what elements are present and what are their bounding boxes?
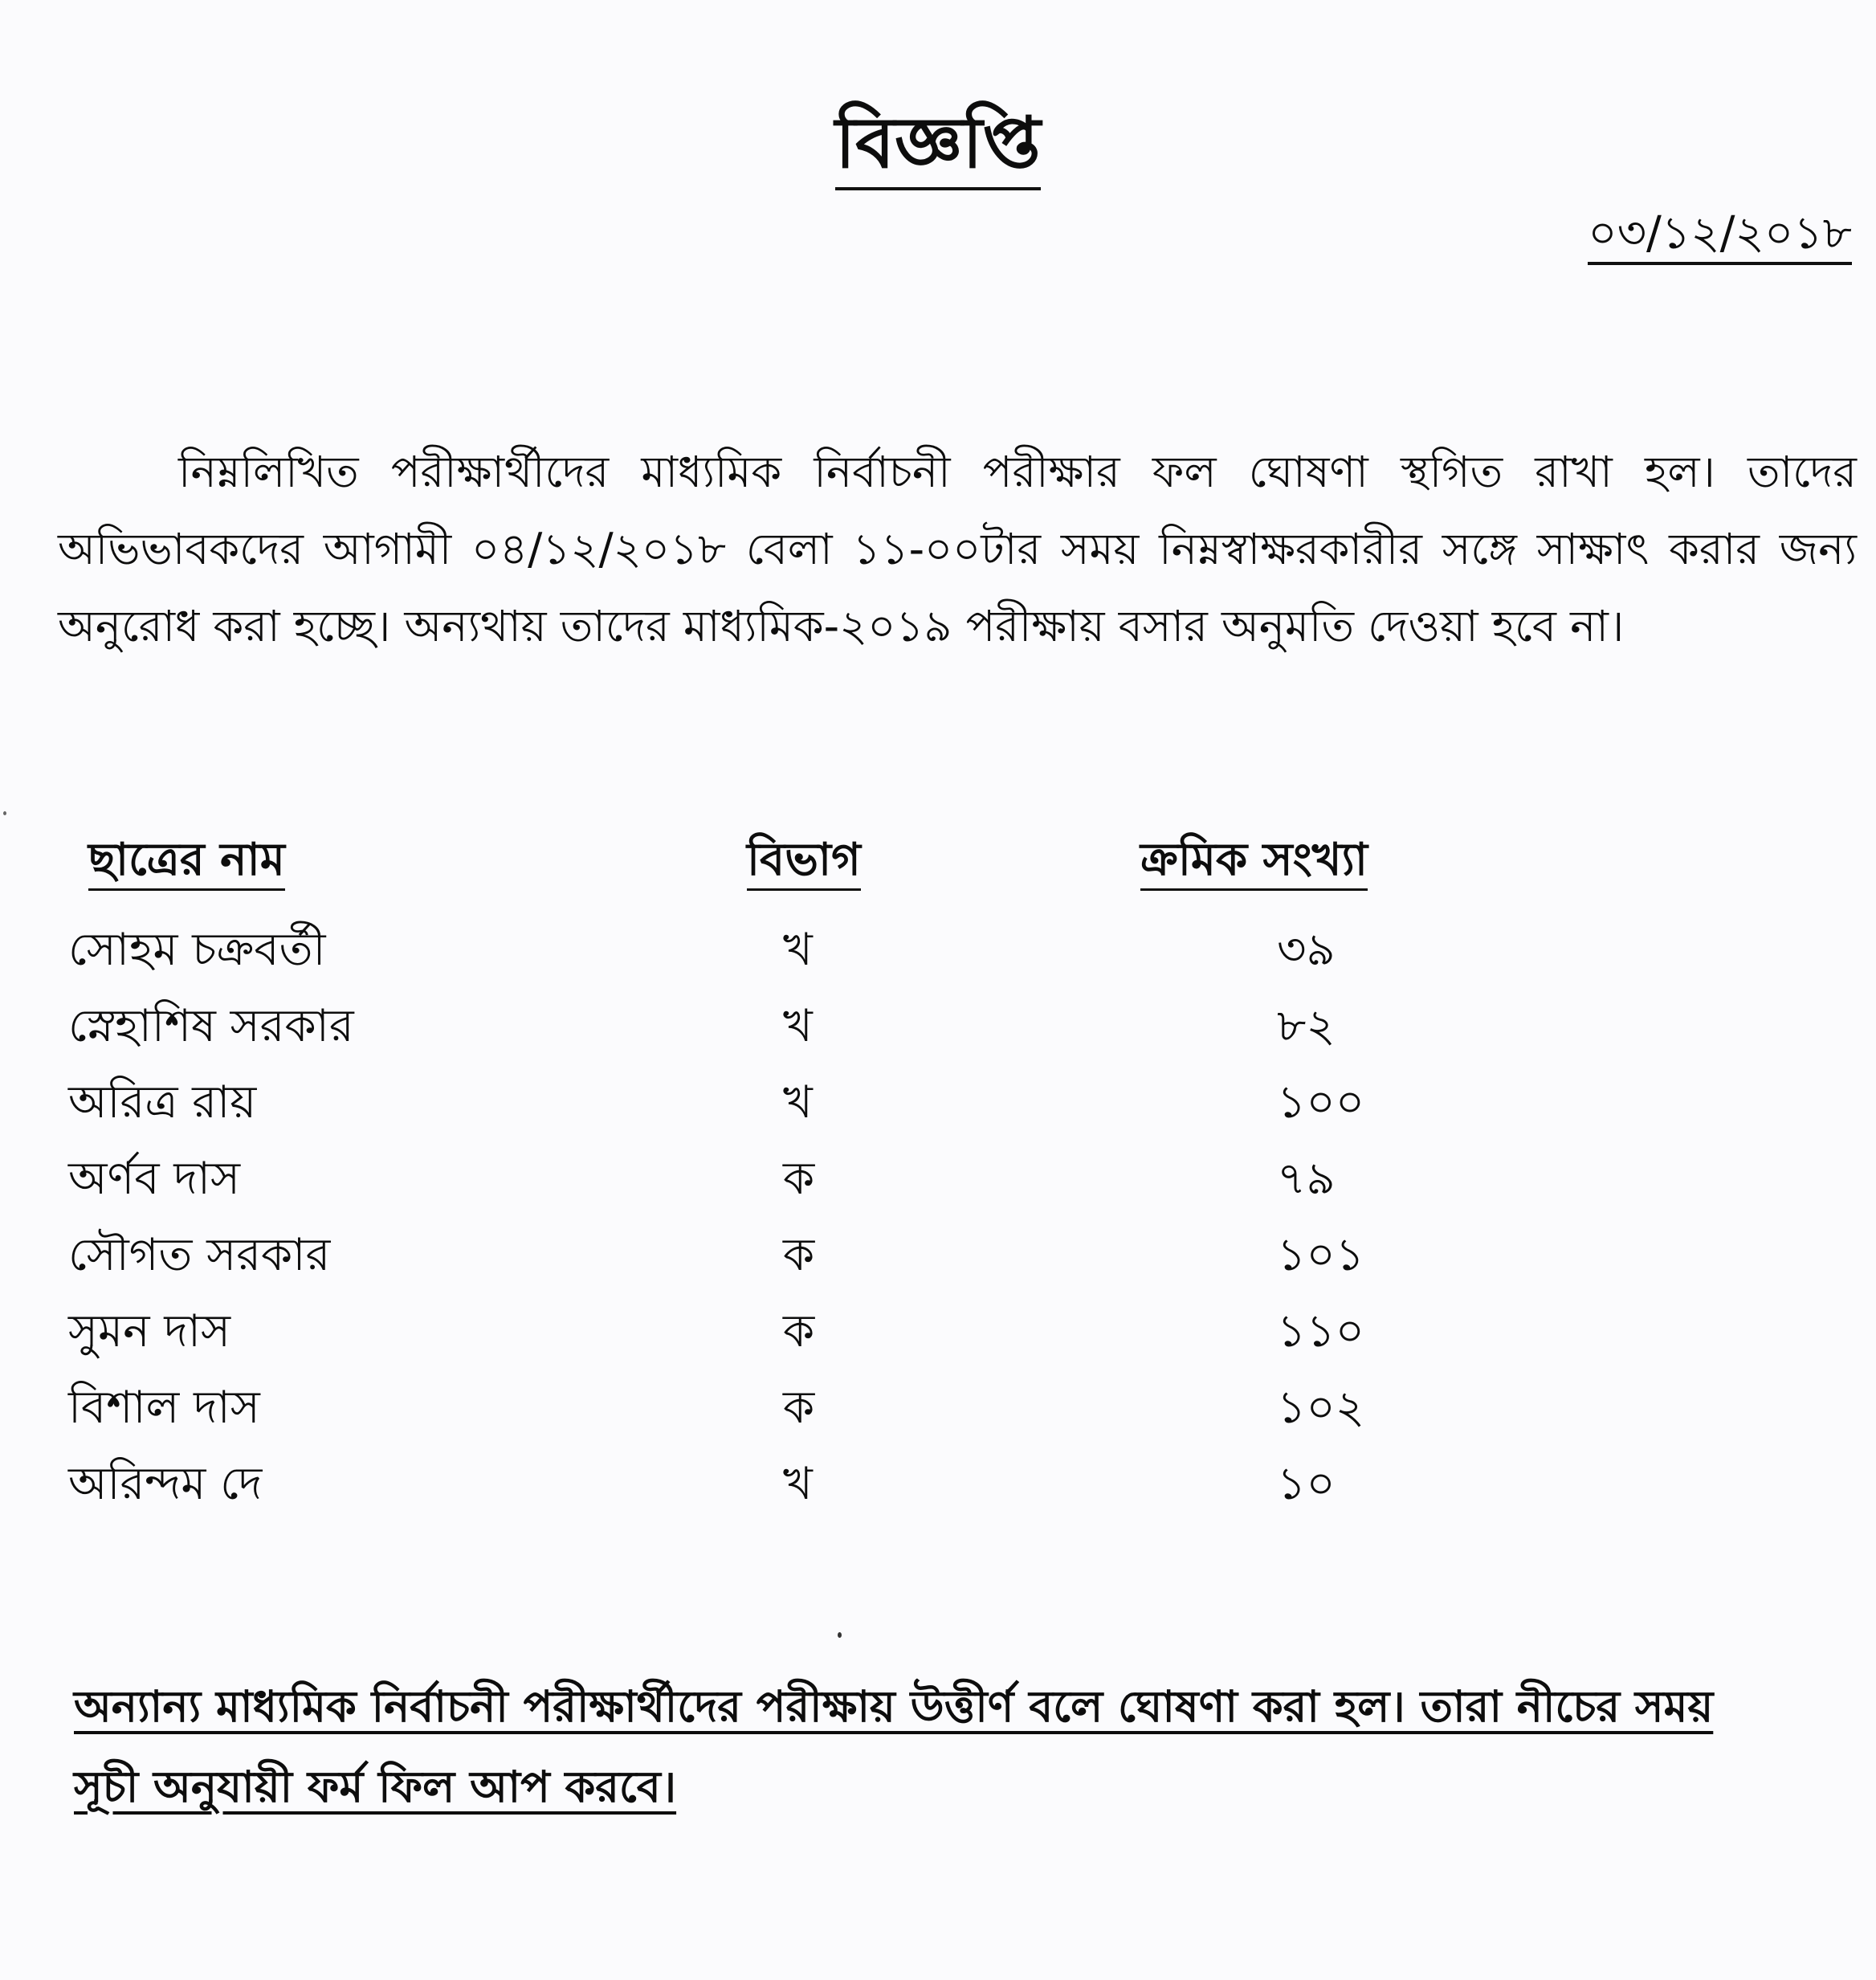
student-name: অরিন্দম দে bbox=[68, 1458, 263, 1510]
student-name: অরিত্র রায় bbox=[68, 1076, 257, 1129]
header-section: বিভাগ bbox=[747, 835, 861, 891]
student-name: অর্ণব দাস bbox=[68, 1153, 240, 1205]
table-row bbox=[0, 1293, 1876, 1370]
student-name: স্নেহাশিষ সরকার bbox=[68, 1000, 354, 1052]
footer-note-text: অন্যান্য মাধ্যমিক নির্বাচনী পরীক্ষার্থীদের পরীক্ষায় উত্তীর্ণ বলে ঘোষণা করা হল। তারা নীচের সময় সূচী অনুযায়ী ফর্ম ফিল আপ করবে। bbox=[74, 1681, 1714, 1812]
header-serial-number: ক্রমিক সংখ্যা bbox=[1140, 835, 1368, 891]
student-name: সোহম চক্রবর্তী bbox=[68, 924, 326, 976]
student-section: খ bbox=[783, 924, 813, 976]
student-section: ক bbox=[783, 1305, 815, 1357]
notice-date: ০৩/১২/২০১৮ bbox=[1588, 209, 1852, 265]
student-section: খ bbox=[783, 1458, 813, 1510]
student-serial: ১০০ bbox=[1277, 1076, 1365, 1129]
table-row bbox=[0, 1370, 1876, 1446]
edge-speck bbox=[3, 811, 6, 815]
student-section: ক bbox=[783, 1382, 815, 1434]
student-serial: ১০১ bbox=[1277, 1229, 1365, 1281]
student-section: খ bbox=[783, 1000, 813, 1052]
student-serial: ১০ bbox=[1277, 1458, 1336, 1510]
student-name: সৌগত সরকার bbox=[68, 1229, 331, 1281]
student-serial: ৩৯ bbox=[1277, 924, 1336, 976]
table-row bbox=[0, 1217, 1876, 1293]
table-row bbox=[0, 1446, 1876, 1522]
student-list bbox=[0, 912, 1876, 1522]
notice-body: নিম্নলিখিত পরীক্ষার্থীদের মাধ্যমিক নির্বাচনী পরীক্ষার ফল ঘোষণা স্থগিত রাখা হল। তাদের অভিভাবকদের আগামী ০৪/১২/২০১৮ বেলা ১১-০০টার সময় নিম্নস্বাক্ষরকারীর সঙ্গে সাক্ষাৎ করার জন্য অনুরোধ করা হচ্ছে। অন্যথায় তাদের মাধ্যমিক-২০১৯ পরীক্ষায় বসার অনুমতি দেওয়া হবে না। bbox=[58, 447, 1857, 651]
student-serial: ১১০ bbox=[1277, 1305, 1365, 1357]
student-section: খ bbox=[783, 1076, 813, 1129]
footer-note bbox=[74, 1667, 1792, 1827]
table-row bbox=[0, 988, 1876, 1064]
ink-speck bbox=[838, 1632, 842, 1638]
table-row bbox=[0, 912, 1876, 988]
notice-title: বিজ্ঞপ্তি bbox=[835, 104, 1041, 190]
student-name: বিশাল দাস bbox=[68, 1382, 260, 1434]
student-section: ক bbox=[783, 1229, 815, 1281]
table-row bbox=[0, 1064, 1876, 1141]
student-serial: ৭৯ bbox=[1277, 1153, 1336, 1205]
student-serial: ৮২ bbox=[1277, 1000, 1336, 1052]
table-row bbox=[0, 1141, 1876, 1217]
header-student-name: ছাত্রের নাম bbox=[88, 835, 285, 891]
student-serial: ১০২ bbox=[1277, 1382, 1365, 1434]
student-name: সুমন দাস bbox=[68, 1305, 230, 1357]
student-section: ক bbox=[783, 1153, 815, 1205]
